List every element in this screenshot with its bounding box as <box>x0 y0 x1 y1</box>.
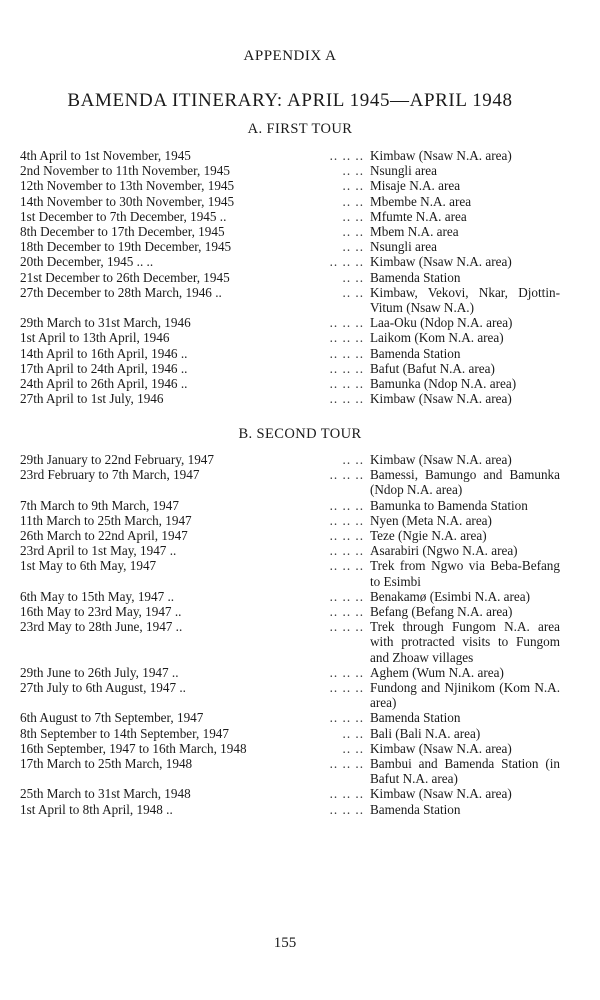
leader-dots: .. .. .. <box>329 588 364 604</box>
leader-dots: .. .. <box>342 208 364 224</box>
itinerary-row <box>20 619 560 665</box>
leader-dots: .. .. <box>342 284 364 300</box>
itinerary-row <box>20 452 560 467</box>
leader-dots: .. .. <box>342 224 364 240</box>
itinerary-date: 6th May to 15th May, 1947 .. <box>20 588 175 604</box>
itinerary-row <box>20 543 560 558</box>
itinerary-row <box>20 513 560 528</box>
itinerary-place: Asarabiri (Ngwo N.A. area) <box>370 543 518 559</box>
leader-dots: .. .. <box>342 269 364 285</box>
itinerary-place: Kimbaw (Nsaw N.A. area) <box>370 254 512 270</box>
leader-dots: .. .. .. <box>329 664 364 680</box>
leader-dots: .. .. .. <box>329 619 364 635</box>
itinerary-date: 17th April to 24th April, 1946 .. <box>20 360 188 376</box>
itinerary-date: 14th April to 16th April, 1946 .. <box>20 345 188 361</box>
itinerary-row <box>20 346 560 361</box>
itinerary-date: 8th September to 14th September, 1947 <box>20 725 229 741</box>
itinerary-date: 27th July to 6th August, 1947 .. <box>20 680 186 696</box>
leader-dots: .. .. .. <box>329 376 364 392</box>
leader-dots: .. .. <box>342 239 364 255</box>
leader-dots: .. .. .. <box>329 360 364 376</box>
leader-dots: .. .. <box>342 452 364 467</box>
itinerary-date: 25th March to 31st March, 1948 <box>20 786 191 802</box>
itinerary-row <box>20 148 560 163</box>
leader-dots: .. .. .. <box>329 345 364 361</box>
leader-dots: .. .. .. <box>329 497 364 513</box>
itinerary-row <box>20 254 560 269</box>
itinerary-row <box>20 194 560 209</box>
itinerary-row <box>20 680 560 710</box>
appendix-label: APPENDIX A <box>243 48 337 64</box>
itinerary-row <box>20 786 560 801</box>
itinerary-date: 27th December to 28th March, 1946 .. <box>20 284 222 300</box>
itinerary-date: 1st May to 6th May, 1947 <box>20 558 157 574</box>
itinerary-place: Misaje N.A. area <box>370 178 461 194</box>
itinerary-row <box>20 802 560 817</box>
itinerary-place: Fundong and Njinikom (Kom N.A. area) <box>370 680 560 711</box>
itinerary-date: 24th April to 26th April, 1946 .. <box>20 376 188 392</box>
itinerary-place: Bamenda Station <box>370 710 461 726</box>
itinerary-place: Nsungli area <box>370 163 438 179</box>
itinerary-date: 29th January to 22nd February, 1947 <box>20 452 214 467</box>
itinerary-row <box>20 361 560 376</box>
itinerary-date: 12th November to 13th November, 1945 <box>20 178 235 194</box>
itinerary-date: 14th November to 30th November, 1945 <box>20 193 235 209</box>
itinerary-place: Kimbaw (Nsaw N.A. area) <box>370 786 512 802</box>
leader-dots: .. .. .. <box>329 756 364 772</box>
itinerary-place: Bamenda Station <box>370 801 461 817</box>
second-tour-list <box>20 452 560 817</box>
itinerary-place: Trek from Ngwo via Beba-Befang to Esimbi <box>370 558 560 589</box>
leader-dots: .. .. .. <box>329 543 364 559</box>
page-title: BAMENDA ITINERARY: APRIL 1945—APRIL 1948 <box>67 90 513 111</box>
itinerary-place: Bamenda Station <box>370 269 461 285</box>
itinerary-row <box>20 163 560 178</box>
itinerary-row <box>20 467 560 497</box>
leader-dots: .. .. .. <box>329 315 364 331</box>
itinerary-date: 23rd February to 7th March, 1947 <box>20 467 200 483</box>
itinerary-place: Teze (Ngie N.A. area) <box>370 528 487 544</box>
itinerary-row <box>20 209 560 224</box>
itinerary-row <box>20 285 560 315</box>
itinerary-place: Kimbaw (Nsaw N.A. area) <box>370 740 512 756</box>
leader-dots: .. .. <box>342 163 364 179</box>
itinerary-row <box>20 178 560 193</box>
leader-dots: .. .. .. <box>329 710 364 726</box>
itinerary-date: 29th June to 26th July, 1947 .. <box>20 664 179 680</box>
itinerary-place: Kimbaw (Nsaw N.A. area) <box>370 391 512 407</box>
itinerary-place: Laa-Oku (Ndop N.A. area) <box>370 315 513 331</box>
itinerary-place: Bambui and Bamenda Station (in Bafut N.A. area) <box>370 756 560 787</box>
itinerary-place: Mfumte N.A. area <box>370 208 467 224</box>
itinerary-row <box>20 391 560 406</box>
itinerary-place: Benakamø (Esimbi N.A. area) <box>370 588 531 604</box>
section-heading-second-tour: B. SECOND TOUR <box>238 426 362 442</box>
itinerary-row <box>20 665 560 680</box>
itinerary-date: 18th December to 19th December, 1945 <box>20 239 232 255</box>
itinerary-date: 7th March to 9th March, 1947 <box>20 497 179 513</box>
itinerary-date: 16th May to 23rd May, 1947 .. <box>20 604 182 620</box>
itinerary-place: Bamunka (Ndop N.A. area) <box>370 376 517 392</box>
itinerary-row <box>20 741 560 756</box>
itinerary-date: 1st April to 8th April, 1948 .. <box>20 801 173 817</box>
leader-dots: .. .. <box>342 193 364 209</box>
itinerary-place: Kimbaw, Vekovi, Nkar, Djottin-Vitum (Nsaw N.A.) <box>370 284 560 316</box>
itinerary-date: 23rd May to 28th June, 1947 .. <box>20 619 183 635</box>
itinerary-date: 11th March to 25th March, 1947 <box>20 512 192 528</box>
itinerary-place: Kimbaw (Nsaw N.A. area) <box>370 148 512 163</box>
leader-dots: .. .. <box>342 740 364 756</box>
first-tour-list <box>20 148 560 406</box>
leader-dots: .. .. .. <box>329 512 364 528</box>
itinerary-place: Bafut (Bafut N.A. area) <box>370 360 495 376</box>
itinerary-row <box>20 498 560 513</box>
itinerary-place: Trek through Fungom N.A. area with protracted visits to Fungom and Zhoaw villages <box>370 619 560 665</box>
itinerary-row <box>20 239 560 254</box>
itinerary-row <box>20 604 560 619</box>
leader-dots: .. .. .. <box>329 558 364 574</box>
itinerary-date: 27th April to 1st July, 1946 <box>20 391 164 407</box>
itinerary-place: Aghem (Wum N.A. area) <box>370 664 504 680</box>
itinerary-row <box>20 330 560 345</box>
itinerary-date: 1st December to 7th December, 1945 .. <box>20 208 227 224</box>
itinerary-date: 4th April to 1st November, 1945 <box>20 148 191 163</box>
leader-dots: .. .. <box>342 178 364 194</box>
itinerary-date: 29th March to 31st March, 1946 <box>20 315 191 331</box>
leader-dots: .. .. .. <box>329 528 364 544</box>
page-number: 155 <box>273 935 297 951</box>
itinerary-place: Nsungli area <box>370 239 438 255</box>
itinerary-date: 2nd November to 11th November, 1945 <box>20 163 230 179</box>
leader-dots: .. .. .. <box>329 254 364 270</box>
leader-dots: .. .. .. <box>329 680 364 696</box>
itinerary-place: Kimbaw (Nsaw N.A. area) <box>370 452 512 467</box>
itinerary-row <box>20 270 560 285</box>
itinerary-place: Bamunka to Bamenda Station <box>370 497 528 513</box>
itinerary-place: Laikom (Kom N.A. area) <box>370 330 504 346</box>
leader-dots: .. .. <box>342 725 364 741</box>
itinerary-row <box>20 756 560 786</box>
itinerary-row <box>20 558 560 588</box>
leader-dots: .. .. .. <box>329 801 364 817</box>
itinerary-date: 17th March to 25th March, 1948 <box>20 756 193 772</box>
leader-dots: .. .. .. <box>329 330 364 346</box>
itinerary-place: Bamessi, Bamungo and Bamunka (Ndop N.A. area) <box>370 467 560 498</box>
leader-dots: .. .. .. <box>329 391 364 407</box>
itinerary-row <box>20 224 560 239</box>
itinerary-place: Mbem N.A. area <box>370 224 459 240</box>
itinerary-place: Nyen (Meta N.A. area) <box>370 512 492 528</box>
itinerary-date: 20th December, 1945 .. .. <box>20 254 154 270</box>
itinerary-date: 16th September, 1947 to 16th March, 1948 <box>20 740 247 756</box>
itinerary-place: Befang (Befang N.A. area) <box>370 604 513 620</box>
leader-dots: .. .. .. <box>329 604 364 620</box>
itinerary-place: Bamenda Station <box>370 345 461 361</box>
itinerary-row <box>20 376 560 391</box>
leader-dots: .. .. .. <box>329 467 364 483</box>
section-heading-first-tour: A. FIRST TOUR <box>247 121 353 137</box>
itinerary-date: 23rd April to 1st May, 1947 .. <box>20 543 177 559</box>
itinerary-row <box>20 528 560 543</box>
leader-dots: .. .. .. <box>329 786 364 802</box>
itinerary-place: Bali (Bali N.A. area) <box>370 725 481 741</box>
leader-dots: .. .. .. <box>329 148 364 163</box>
itinerary-row <box>20 710 560 725</box>
itinerary-date: 1st April to 13th April, 1946 <box>20 330 170 346</box>
itinerary-place: Mbembe N.A. area <box>370 193 472 209</box>
itinerary-row <box>20 315 560 330</box>
itinerary-date: 26th March to 22nd April, 1947 <box>20 528 188 544</box>
itinerary-row <box>20 589 560 604</box>
itinerary-date: 8th December to 17th December, 1945 <box>20 224 225 240</box>
itinerary-row <box>20 726 560 741</box>
itinerary-date: 6th August to 7th September, 1947 <box>20 710 204 726</box>
itinerary-date: 21st December to 26th December, 1945 <box>20 269 230 285</box>
